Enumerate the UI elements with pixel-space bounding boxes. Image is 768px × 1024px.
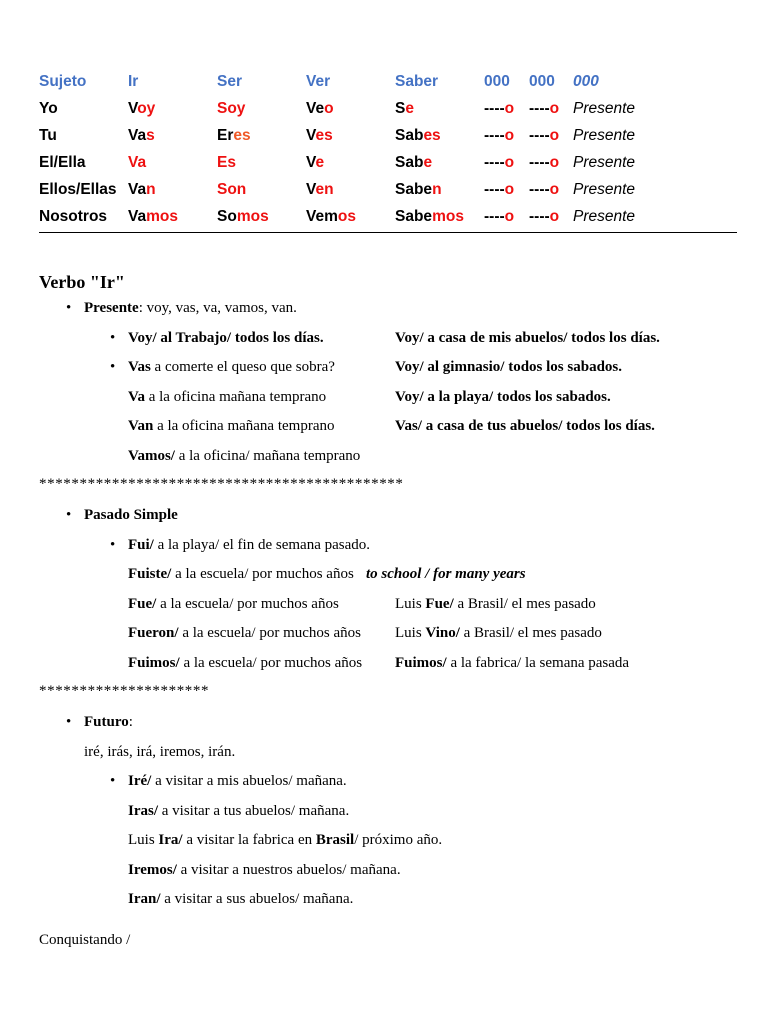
cell-ser <box>217 124 251 147</box>
ending: o <box>504 100 515 117</box>
table-header-row <box>39 70 737 97</box>
example-line <box>128 655 362 672</box>
stem: Ve <box>306 100 325 117</box>
ending: es <box>315 127 333 144</box>
futuro-heading <box>84 714 133 731</box>
separator-stars-1: ********************************************* <box>39 476 404 492</box>
cell-tense: Presente <box>573 208 636 225</box>
separator-stars-2: ********************* <box>39 683 210 699</box>
verb-form: Voy/ al Trabajo/ todos los días. <box>128 330 324 346</box>
ending: e <box>315 154 325 171</box>
stem: Sabe <box>395 208 433 225</box>
cell-ser <box>217 97 245 120</box>
stem: ---- <box>529 181 550 198</box>
table-row <box>39 97 737 124</box>
example-line <box>128 596 339 613</box>
ending: o <box>549 154 560 171</box>
verb-form: Va <box>128 389 145 405</box>
table-row <box>39 178 737 205</box>
example-text: a la oficina/ mañana temprano <box>174 448 361 464</box>
futuro-forms: iré, irás, irá, iremos, irán. <box>84 744 236 760</box>
cell-ver <box>306 151 324 174</box>
cell-c1 <box>484 178 514 201</box>
table-row <box>39 151 737 178</box>
cell-ver <box>306 97 334 120</box>
cell-ver <box>306 124 333 147</box>
example-line <box>128 537 370 554</box>
example-line <box>128 389 326 406</box>
cell-sujeto: El/Ella <box>39 154 86 171</box>
example-line <box>128 773 347 790</box>
verb-form: Vino/ <box>425 625 460 641</box>
example-text: Voy/ al gimnasio/ todos los sabados. <box>395 359 623 375</box>
example-text: a la oficina mañana temprano <box>144 389 327 405</box>
cell-saber <box>395 178 442 201</box>
stem: V <box>306 181 316 198</box>
cell-c1 <box>484 151 514 174</box>
stem: ---- <box>484 181 505 198</box>
stem: Vem <box>306 208 338 225</box>
header-ser: Ser <box>217 73 242 90</box>
cell-sujeto: Tu <box>39 127 57 144</box>
header-ir: Ir <box>128 73 139 90</box>
example-text: Voy/ a casa de mis abuelos/ todos los días. <box>395 330 660 346</box>
stem: ---- <box>484 154 505 171</box>
stem: Sabe <box>395 181 433 198</box>
verb-form: Van <box>128 418 154 434</box>
example-line <box>128 803 349 820</box>
ending: mos <box>432 208 464 225</box>
header-sujeto: Sujeto <box>39 73 87 90</box>
section-title: Verbo "Ir" <box>39 272 125 292</box>
header-col6: 000 <box>484 73 510 90</box>
cell-tense: Presente <box>573 127 636 144</box>
stem: ---- <box>484 127 505 144</box>
example-line <box>128 330 324 347</box>
example-text-end: / próximo año. <box>354 832 443 848</box>
stem: Sab <box>395 127 424 144</box>
verb-form: Iré/ <box>128 773 152 789</box>
ending: o <box>549 208 560 225</box>
cell-ir <box>128 97 155 120</box>
example-line <box>128 862 401 879</box>
example-text: a Brasil/ el mes pasado <box>459 625 602 641</box>
example-line <box>128 448 360 465</box>
verb-form: Fuimos/ <box>395 655 447 671</box>
example-line <box>128 418 334 435</box>
ending: o <box>504 154 515 171</box>
verb-form: Ira/ <box>158 832 183 848</box>
example-line <box>395 389 611 406</box>
ending: e <box>405 100 414 117</box>
cell-ir <box>128 151 146 174</box>
cell-c2 <box>529 178 559 201</box>
stem: Va <box>128 127 147 144</box>
ending: Son <box>217 181 247 198</box>
ending: en <box>315 181 334 198</box>
footer-text: Conquistando / <box>39 932 131 948</box>
example-line <box>395 330 660 347</box>
ending: o <box>504 127 515 144</box>
example-text: a visitar a sus abuelos/ mañana. <box>160 891 354 907</box>
pasado-label: Pasado Simple <box>84 507 178 523</box>
pasado-heading <box>84 507 178 524</box>
ending: mos <box>146 208 178 225</box>
futuro-colon: : <box>128 714 133 730</box>
stem: ---- <box>529 100 550 117</box>
ending: o <box>324 100 334 117</box>
cell-ver <box>306 178 334 201</box>
verb-form: Vamos/ <box>128 448 175 464</box>
header-col7: 000 <box>529 73 555 90</box>
english-translation: to school / for many years <box>366 566 526 582</box>
cell-sujeto: Yo <box>39 100 58 117</box>
cell-c2 <box>529 97 559 120</box>
example-text: a Brasil/ el mes pasado <box>453 596 596 612</box>
example-text: a visitar la fabrica en <box>182 832 316 848</box>
ending: os <box>337 208 356 225</box>
stem: V <box>128 100 138 117</box>
verb-form: Fueron/ <box>128 625 179 641</box>
example-text: a la fabrica/ la semana pasada <box>446 655 630 671</box>
cell-tense: Presente <box>573 154 636 171</box>
subject: Luis <box>395 596 426 612</box>
ending: n <box>432 181 442 198</box>
example-text: a visitar a mis abuelos/ mañana. <box>151 773 347 789</box>
ending: Es <box>217 154 236 171</box>
cell-c1 <box>484 97 514 120</box>
cell-c2 <box>529 124 559 147</box>
cell-ver <box>306 205 356 228</box>
subject: Luis <box>395 625 426 641</box>
verb-form: Vas <box>128 359 151 375</box>
cell-c2 <box>529 205 559 228</box>
verb-form: Iras/ <box>128 803 158 819</box>
cell-c1 <box>484 205 514 228</box>
cell-ser <box>217 151 236 174</box>
example-text: a comerte el queso que sobra? <box>150 359 335 375</box>
stem: Va <box>128 208 147 225</box>
example-line <box>128 566 354 583</box>
cell-saber <box>395 124 441 147</box>
example-text: a la oficina mañana temprano <box>153 418 335 434</box>
subject: Luis <box>128 832 159 848</box>
example-text: a la escuela/ por muchos años <box>171 566 354 582</box>
example-line <box>128 832 442 849</box>
ending: es <box>423 127 441 144</box>
example-text: Vas/ a casa de tus abuelos/ todos los días. <box>395 418 655 434</box>
stem: ---- <box>529 127 550 144</box>
ending: o <box>549 181 560 198</box>
cell-ir <box>128 205 178 228</box>
example-line <box>395 359 622 376</box>
stem: V <box>306 127 316 144</box>
example-line <box>128 359 335 376</box>
verb-form: Fue/ <box>425 596 454 612</box>
header-col8: 000 <box>573 73 599 90</box>
stem: V <box>306 154 316 171</box>
cell-ser <box>217 205 269 228</box>
header-ver: Ver <box>306 73 331 90</box>
stem: ---- <box>529 208 550 225</box>
futuro-label: Futuro <box>84 714 129 730</box>
stem: Er <box>217 127 234 144</box>
cell-sujeto: Ellos/Ellas <box>39 181 117 198</box>
ending: o <box>504 208 515 225</box>
ending: o <box>549 127 560 144</box>
example-text: a la escuela/ por muchos años <box>156 596 339 612</box>
example-text: a visitar a nuestros abuelos/ mañana. <box>176 862 401 878</box>
cell-saber <box>395 97 414 120</box>
example-line <box>128 891 353 908</box>
verb-form: Iran/ <box>128 891 161 907</box>
ending: o <box>549 100 560 117</box>
verb-form: Fue/ <box>128 596 157 612</box>
presente-label: Presente <box>84 300 139 316</box>
place-name: Brasil <box>315 832 355 848</box>
cell-ir <box>128 124 155 147</box>
ending: Va <box>128 154 147 171</box>
cell-ser <box>217 178 246 201</box>
example-line <box>395 655 629 672</box>
example-text: Voy/ a la playa/ todos los sabados. <box>395 389 611 405</box>
ending: Soy <box>217 100 246 117</box>
ending: s <box>146 127 155 144</box>
presente-heading <box>84 300 297 317</box>
cell-ir <box>128 178 156 201</box>
ending: oy <box>137 100 156 117</box>
ending: n <box>146 181 156 198</box>
verb-form: Fuimos/ <box>128 655 180 671</box>
ending: mos <box>236 208 269 225</box>
cell-tense: Presente <box>573 181 636 198</box>
verb-form: Fui/ <box>128 537 154 553</box>
header-saber: Saber <box>395 73 439 90</box>
example-line <box>395 625 602 642</box>
ending: o <box>504 181 515 198</box>
verb-form: Fuiste/ <box>128 566 172 582</box>
cell-c1 <box>484 124 514 147</box>
stem: Sab <box>395 154 424 171</box>
example-line <box>395 596 596 613</box>
presente-forms: : voy, vas, va, vamos, van. <box>138 300 297 316</box>
table-body <box>39 97 737 232</box>
stem: ---- <box>484 208 505 225</box>
example-line <box>395 418 655 435</box>
table-row <box>39 205 737 232</box>
example-text: a la escuela/ por muchos años <box>179 655 363 671</box>
stem: ---- <box>529 154 550 171</box>
example-text: a la escuela/ por muchos años <box>178 625 362 641</box>
verb-form: Iremos/ <box>128 862 177 878</box>
example-text: a la playa/ el fin de semana pasado. <box>153 537 371 553</box>
example-line <box>128 625 361 642</box>
cell-saber <box>395 205 464 228</box>
cell-c2 <box>529 151 559 174</box>
ending: es <box>233 127 251 144</box>
table-row <box>39 124 737 151</box>
ending: e <box>423 154 433 171</box>
stem: ---- <box>484 100 505 117</box>
stem: Va <box>128 181 147 198</box>
cell-saber <box>395 151 432 174</box>
stem: So <box>217 208 237 225</box>
stem: S <box>395 100 406 117</box>
conjugation-table <box>39 70 737 233</box>
cell-tense: Presente <box>573 100 636 117</box>
example-text: a visitar a tus abuelos/ mañana. <box>158 803 350 819</box>
cell-sujeto: Nosotros <box>39 208 108 225</box>
